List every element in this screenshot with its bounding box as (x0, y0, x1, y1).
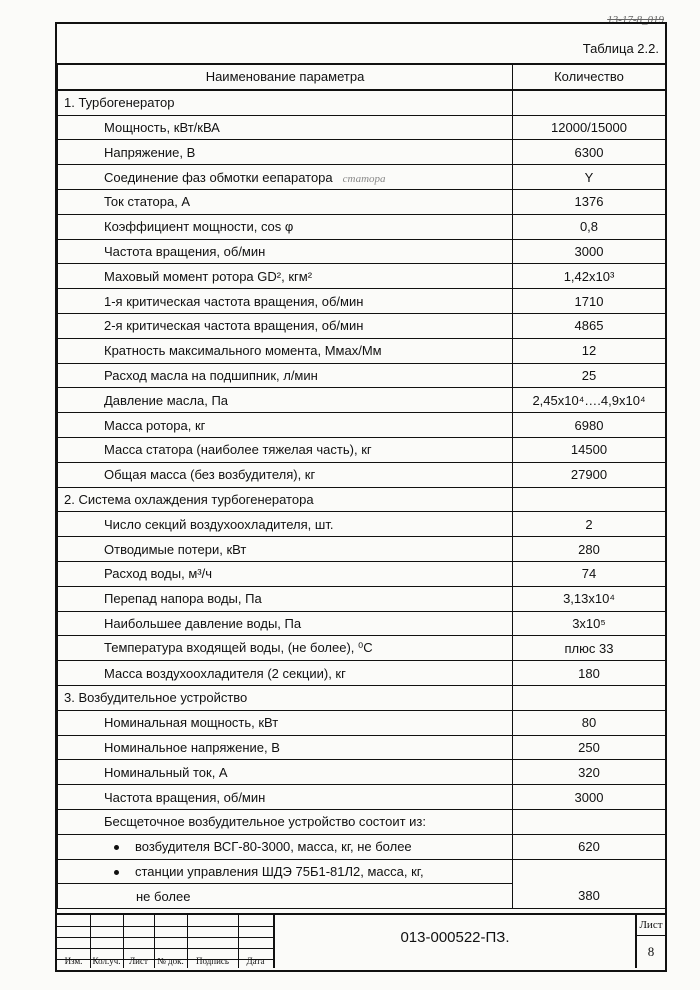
table-row (58, 710, 666, 735)
table-row (58, 388, 666, 413)
table-row (58, 289, 666, 314)
parameter-text: Масса воздухоохладителя (2 секции), кг (104, 665, 346, 681)
parameter-name (58, 785, 513, 810)
parameter-name (58, 586, 513, 611)
parameter-value: 2,45x10⁴….4,9x10⁴ (513, 388, 666, 413)
parameter-text: Давление масла, Па (104, 392, 229, 408)
table-row (58, 363, 666, 388)
label-doc-no: № док. (157, 956, 184, 966)
table-row (58, 338, 666, 363)
table-row (58, 264, 666, 289)
parameter-text: Мощность, кВт/кВА (104, 119, 220, 135)
parameter-value: Y (513, 165, 666, 190)
table-row (58, 115, 666, 140)
revision-grid (57, 915, 275, 968)
section-title (58, 487, 513, 512)
parameter-value: 74 (513, 561, 666, 586)
parameter-value (513, 809, 666, 834)
parameter-value: 180 (513, 661, 666, 686)
table-header-row (58, 64, 666, 90)
table-row (58, 785, 666, 810)
parameter-value (513, 487, 666, 512)
title-block (57, 913, 665, 970)
handwritten-note: статора (342, 172, 386, 185)
parameter-value (513, 685, 666, 710)
parameter-text: Номинальная мощность, кВт (104, 715, 279, 731)
section-title (58, 90, 513, 115)
parameter-text: Число секций воздухоохладителя, шт. (104, 516, 334, 532)
parameter-text: Напряжение, В (104, 144, 196, 160)
parameter-text: Частота вращения, об/мин (104, 243, 266, 259)
parameter-value: 27900 (513, 462, 666, 487)
table-row (58, 537, 666, 562)
parameter-text: Маховый момент ротора GD², кгм² (104, 268, 313, 284)
table-row (58, 636, 666, 661)
parameter-value (513, 859, 666, 884)
section-row (58, 90, 666, 115)
parameter-value: 3000 (513, 785, 666, 810)
table-row (58, 239, 666, 264)
label-signature: Подпись (195, 956, 230, 966)
parameter-name (58, 710, 513, 735)
table-row (58, 859, 666, 884)
parameter-value: 12 (513, 338, 666, 363)
table-row (58, 413, 666, 438)
parameter-text: Общая масса (без возбудителя), кг (104, 467, 316, 483)
label-date: Дата (246, 956, 265, 966)
parameter-name (58, 537, 513, 562)
table-caption: Таблица 2.2. (582, 41, 659, 56)
parameter-value: 80 (513, 710, 666, 735)
parameter-name (58, 611, 513, 636)
parameter-text: Частота вращения, об/мин (104, 789, 266, 805)
sheet-number: 8 (647, 944, 655, 959)
parameter-name (58, 834, 513, 859)
parameter-value: 250 (513, 735, 666, 760)
table-row (58, 512, 666, 537)
parameter-name (58, 214, 513, 239)
parameter-value: 380 (513, 884, 666, 909)
parameter-name (58, 462, 513, 487)
parameter-value: 3000 (513, 239, 666, 264)
table-row (58, 165, 666, 190)
parameter-text: Соединение фаз обмотки еепаратора (104, 169, 333, 185)
parameter-value: 4865 (513, 313, 666, 338)
parameter-text: Бесщеточное возбудительное устройство состоит из: (104, 814, 426, 830)
parameter-text: 2-я критическая частота вращения, об/мин (104, 318, 364, 334)
page-frame (55, 22, 667, 972)
parameter-value: плюс 33 (513, 636, 666, 661)
parameter-value: 6980 (513, 413, 666, 438)
document-stamp: 13-17-8_019 (607, 14, 664, 26)
parameter-name (58, 809, 513, 834)
parameter-text: Перепад напора воды, Па (104, 591, 262, 607)
table-row (58, 561, 666, 586)
parameter-name (58, 760, 513, 785)
table-row (58, 760, 666, 785)
parameter-value: 620 (513, 834, 666, 859)
parameter-name (58, 859, 513, 884)
parameter-name (58, 239, 513, 264)
parameter-text: Кратность максимального момента, Mмах/Mм (104, 343, 382, 359)
table-row (58, 884, 666, 909)
parameter-name (58, 884, 513, 909)
table-row (58, 140, 666, 165)
parameter-value: 280 (513, 537, 666, 562)
parameters-table (57, 63, 666, 909)
parameter-text: Номинальный ток, А (104, 764, 228, 780)
parameter-name (58, 561, 513, 586)
parameter-text: Отводимые потери, кВт (104, 541, 247, 557)
parameter-value: 2 (513, 512, 666, 537)
table-row (58, 809, 666, 834)
parameter-value: 12000/15000 (513, 115, 666, 140)
parameter-text: возбудителя ВСГ-80-3000, масса, кг, не более (135, 839, 412, 855)
parameter-value: 14500 (513, 437, 666, 462)
document-code: 013-000522-ПЗ. (400, 929, 510, 946)
parameter-text: Коэффициент мощности, cos φ (104, 219, 294, 235)
parameter-value: 3x10⁵ (513, 611, 666, 636)
parameter-value: 6300 (513, 140, 666, 165)
bullet-icon (114, 845, 119, 850)
parameter-name (58, 437, 513, 462)
parameter-name (58, 115, 513, 140)
table-row (58, 313, 666, 338)
sheet-box (635, 915, 665, 968)
parameter-name (58, 413, 513, 438)
parameter-text: Ток статора, А (104, 194, 191, 210)
parameter-text: Расход воды, м³/ч (104, 566, 212, 582)
parameter-name (58, 313, 513, 338)
parameter-value: 1376 (513, 189, 666, 214)
section-title (58, 685, 513, 710)
parameter-name (58, 388, 513, 413)
parameter-name (58, 289, 513, 314)
table-row (58, 214, 666, 239)
parameter-name (58, 512, 513, 537)
parameter-name (58, 735, 513, 760)
sheet-label: Лист (637, 915, 665, 936)
section-row (58, 685, 666, 710)
parameter-text: Расход масла на подшипник, л/мин (104, 367, 318, 383)
table-row (58, 735, 666, 760)
parameter-value: 0,8 (513, 214, 666, 239)
label-count: Кол.уч. (92, 956, 121, 966)
parameter-text: 3. Возбудительное устройство (64, 690, 248, 706)
parameter-name (58, 661, 513, 686)
table-row (58, 462, 666, 487)
parameter-value: 3,13x10⁴ (513, 586, 666, 611)
header-parameter-name: Наименование параметра (58, 64, 513, 90)
table-row (58, 611, 666, 636)
parameter-name (58, 363, 513, 388)
table-row (58, 586, 666, 611)
parameter-text: Номинальное напряжение, В (104, 739, 280, 755)
header-quantity: Количество (513, 64, 666, 90)
parameter-name (58, 189, 513, 214)
parameter-text: не более (136, 888, 191, 904)
table-row (58, 661, 666, 686)
table-row (58, 834, 666, 859)
label-change: Изм. (64, 956, 83, 966)
parameter-text: Наибольшее давление воды, Па (104, 615, 302, 631)
parameter-name (58, 140, 513, 165)
parameter-text: 2. Система охлаждения турбогенератора (64, 491, 314, 507)
parameter-text: Масса ротора, кг (104, 417, 206, 433)
parameter-name (58, 264, 513, 289)
parameter-name (58, 165, 513, 190)
bullet-icon (114, 870, 119, 875)
parameter-text: 1-я критическая частота вращения, об/мин (104, 293, 364, 309)
parameter-value: 1710 (513, 289, 666, 314)
parameter-text: станции управления ШДЭ 75Б1-81Л2, масса, кг, (135, 863, 424, 879)
table-row (58, 437, 666, 462)
parameter-value: 25 (513, 363, 666, 388)
parameter-value: 320 (513, 760, 666, 785)
table-row (58, 189, 666, 214)
parameter-text: Масса статора (наиболее тяжелая часть), кг (104, 442, 372, 458)
parameter-text: Температура входящей воды, (не более), ⁰С (104, 640, 373, 656)
parameter-value (513, 90, 666, 115)
parameter-name (58, 338, 513, 363)
section-row (58, 487, 666, 512)
parameter-name (58, 636, 513, 661)
parameter-text: 1. Турбогенератор (64, 95, 175, 111)
parameter-value: 1,42x10³ (513, 264, 666, 289)
label-sheet: Лист (129, 956, 148, 966)
